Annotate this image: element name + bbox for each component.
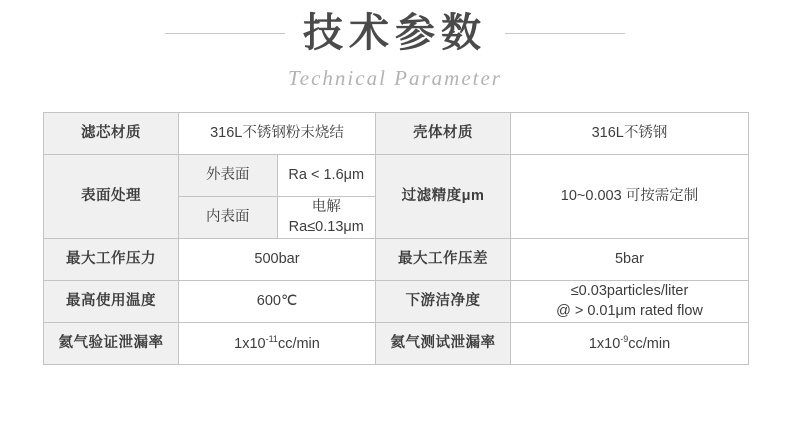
helium-verification-exponent: -11 <box>265 333 278 344</box>
title-row <box>0 8 790 58</box>
title-rule-left <box>165 33 285 34</box>
row-label-helium-verification-leak-rate: 氦气验证泄漏率 <box>44 323 179 365</box>
row-label-max-temperature: 最高使用温度 <box>44 281 179 323</box>
table-row <box>44 323 749 365</box>
row-value-downstream-cleanliness <box>511 281 749 323</box>
helium-test-prefix: 1x10 <box>588 335 621 352</box>
downstream-cleanliness-line2: @ > 0.01μm rated flow <box>556 302 703 319</box>
row-value-max-temperature: 600℃ <box>179 281 376 323</box>
row-value-max-working-pressure: 500bar <box>179 239 376 281</box>
helium-verification-suffix: cc/min <box>277 335 320 352</box>
page-header <box>0 0 790 91</box>
row-value-filter-material: 316L不锈钢粉末烧结 <box>179 113 376 155</box>
table-row <box>44 113 749 155</box>
row-value-max-differential-pressure: 5bar <box>511 239 749 281</box>
helium-test-suffix: cc/min <box>628 335 671 352</box>
row-label-filter-material: 滤芯材质 <box>44 113 179 155</box>
row-label-filtration-rating: 过滤精度μm <box>376 155 511 239</box>
row-label-max-differential-pressure: 最大工作压差 <box>376 239 511 281</box>
sub-value-outer-surface: Ra < 1.6μm <box>277 155 376 197</box>
row-label-housing-material: 壳体材质 <box>376 113 511 155</box>
sub-label-outer-surface: 外表面 <box>179 155 278 197</box>
page-title: 技术参数 <box>303 10 487 56</box>
row-value-helium-verification-leak-rate <box>179 323 376 365</box>
spec-table <box>43 112 749 365</box>
title-rule-right <box>505 33 625 34</box>
helium-test-exponent: -9 <box>620 333 629 344</box>
row-value-helium-test-leak-rate <box>511 323 749 365</box>
sub-value-inner-surface: 电解Ra≤0.13μm <box>277 197 376 239</box>
downstream-cleanliness-line1: ≤0.03particles/liter <box>570 282 689 299</box>
row-value-housing-material: 316L不锈钢 <box>511 113 749 155</box>
row-value-filtration-rating: 10~0.003 可按需定制 <box>511 155 749 239</box>
table-row <box>44 281 749 323</box>
row-label-helium-test-leak-rate: 氦气测试泄漏率 <box>376 323 511 365</box>
row-label-surface-treatment: 表面处理 <box>44 155 179 239</box>
table-row <box>44 239 749 281</box>
helium-verification-prefix: 1x10 <box>234 335 266 352</box>
row-label-max-working-pressure: 最大工作压力 <box>44 239 179 281</box>
table-row <box>44 155 749 197</box>
spec-table-wrapper <box>43 112 749 365</box>
sub-label-inner-surface: 内表面 <box>179 197 278 239</box>
row-label-downstream-cleanliness: 下游洁净度 <box>376 281 511 323</box>
page-subtitle: Technical Parameter <box>288 66 502 90</box>
